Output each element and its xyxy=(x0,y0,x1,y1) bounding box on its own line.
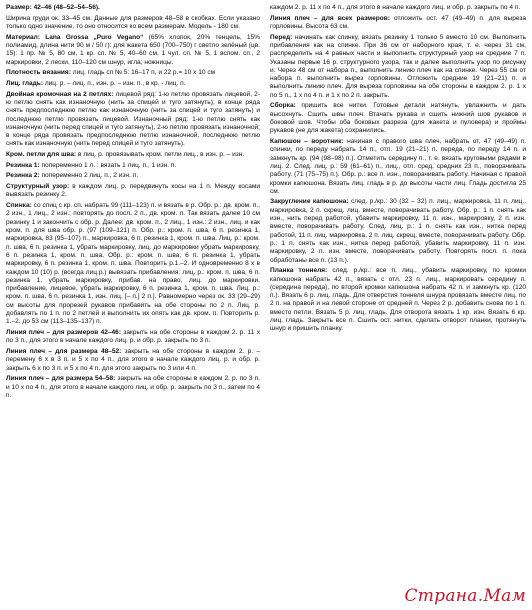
paragraph xyxy=(270,267,526,333)
paragraph xyxy=(6,80,260,88)
paragraph-text: каждом 2. р. 11 х по 4 п., для этого в начале каждого лиц. и обр. р. закрыть по 4 п. xyxy=(270,4,521,11)
paragraph-heading: Планка тоннеля: xyxy=(270,267,328,275)
paragraph xyxy=(6,348,260,373)
paragraph xyxy=(6,172,260,180)
paragraph-text: лицевой ряд: 1-ю петлю провязать лицевой, 2-ю петлю снять как изнаночную (нить за спицей и туго затянуть); в конце ряда снять предпоследнюю петлю как изнаночную (нить за спицей и туго затянуть) и последнюю петлю провязать лицевой. Изнаночный ряд: 1-ю петлю снять как изнаночную (нить перед спицей и туго затянуть), 2-ю петлю провязать изнаночной; в конце ряда провязать предпоследнюю петлю изнаночной, последнюю петлю снять как изнаночную (нить перед спицей и туго затянуть). xyxy=(6,90,261,148)
paragraph xyxy=(6,151,260,159)
right-column xyxy=(270,4,526,336)
paragraph-heading: Двойная кромочная на 2 петлях: xyxy=(6,90,114,98)
paragraph-heading: Спинка: xyxy=(6,202,32,210)
paragraph-heading: Линия плеч – для размера 54–58: xyxy=(6,375,116,383)
paragraph-heading: Закругление капюшона: xyxy=(270,198,349,206)
paragraph-text: (65% хлопок, 20% тенцель, 15% полиамид, длина нити 90 м / 50 г): для жакета 650 (700–750) г светло зелёный (цв. 15): 1 пр. № 5, 80 см, 1 кр. сп. № 5, 40–60 см, 1 чул. сп. № 5, 1 вспом. сп., 2 маркировки, 2 лески, 110–120 см шнур, игла; ножницы. xyxy=(6,33,260,66)
paragraph-text: лиц. гладь сп № 5: 16–17 п, и 22 р.= 10 х 10 см xyxy=(70,69,216,77)
paragraph-text: со спиц с кр. сп. набрать 99 (111–123) п. и вязать в р. Обр. р.: дв. кром. п., 2 изн., 1 лиц., 2 изн.; повторять до посл. 2 п., дв. кром. п. Так вязать далее 10 см резинку 1 и закончить с обр. р. Далее: дв. кром. п., 2 лиц., 1 изн.: 2 изн., лиц. и как кром. п. для шва обр. р. (97 (109–121) п. Обр. р.: кром. п. шва, 6 п. резинка 1, маркировка, 83 (95–107) п., маркировка, 6 п. резинка 1, кром. п. шва. Лиц. р.: кром. п. шва, 6 п. резинка 1, убрать маркировку, лиц. до маркировки убрать маркировку, 6 п. резинка 1, кром. п. шва. Обр. р.: кром. п. шва, 6 п. резинка 1, убрать маркировку, 6 п. резинка 1, кром. п. шва. Повторить р.1.–2. И одновременно 8 х в каждом 10 (10) р. (всегда лиц.р.) вывязать прибавления: лиц. р.: кром. п. шва, 6 п. резинка 1, убрать маркировку, прибав. на право, лиц. до маркировки, прибавление, лицевое, убрать маркировку, 6 п. резинка 1, кром. п. шва. Лиц. р.: кром. п. шва, 6 п. резинка 1, изн. лиц. [– п.] 2 п.]. Равномерно через ок. 33 (29–29) см высоты для прорезей рукавов прибавить на обе стороны по 2 п. Лиц. р. добавлять по 1 п. по 2 петлей и выполнить их опять как дв. кром. п. Повторить р. 1.–2. до 53 см (113–135–137) п. xyxy=(6,202,260,326)
paragraph-heading: Лиц. гладь: xyxy=(6,79,44,87)
paragraph-text: закрыть на обе стороны в каждом 2. р. – перемену 6 х в 3 п. и 5 х по 4 п., для этого в начале каждого лиц. р. и обр. р. закрыть 6 х по 3 п. и 5 х по 4 п. для этого закрыть по 3 или 4 п. xyxy=(6,347,260,372)
paragraph xyxy=(6,329,260,346)
paragraph xyxy=(6,69,260,77)
paragraph xyxy=(6,91,260,149)
paragraph xyxy=(6,15,260,32)
paragraph-text: лиц. р. – лиц. п., изн. р. – изн. п., в кр. - лиц. п. xyxy=(43,79,186,87)
paragraph-heading: Плотность вязания: xyxy=(6,69,71,77)
paragraph xyxy=(270,34,526,100)
paragraph-heading: Материал: Lana Grossa „Puro Vegano“ xyxy=(6,33,144,41)
paragraph-text: в каждом лиц. р. передвинуть косы на 1 п. Между косами вывязать резинку 2. xyxy=(6,183,260,199)
paragraph-heading: Перед: xyxy=(270,33,293,41)
paragraph-text: закрыть на обе стороны в каждом 2. р. по 3 п. и 10 х по 4 п., для этого в начале каждого лиц. и обр. р. закрыть по 3 п., затем по 4 п. xyxy=(6,375,260,399)
paragraph xyxy=(270,138,526,196)
paragraph-heading: Линия плеч – для размера 48–52: xyxy=(6,347,122,355)
paragraph-heading: Линия плеч – для размеров 42–46: xyxy=(6,328,122,336)
paragraph-text: пришить все нитки. Готовые детали натянуть, увлажнить и дать высохнуть. Сшить швы плеч. Втачать рукава и сшить нижний шов рукавов и боковой шов. Чтобы оба боковых разреза (для жакета и пуловера) и проймы рукавов (не для жакета) сохранились. xyxy=(270,102,526,135)
paragraph xyxy=(6,183,260,200)
paragraph-text: закрыть на обе стороны в каждом 2. р. 11 х по 3 п., для этого в начале каждого лиц. р. и обр. р. закрыть по 3 п. xyxy=(6,328,260,345)
paragraph-text: начиная с правого шва плеч, набрать от, 47 (49–49) п. спинки, по переду набрать 14 п., отл. 19 (21–21) п. переда, по переду 14 п. и замкнуть кр. (94 (98–98) п.). Отметить середину п., т. е. вязать круговыми рядами в лиц. 2. След. лиц. р.: 59 (61–61) п., лиц., отл. сред. средних 23 п., поворачивать работу. (71 (75–75) п.). Обр. р.: все п. изн., поворачивать работу. Начиная с правой кромки капюшона. Вязать лиц. гладь в р. до высоты части лиц. Гладь достигла 25 см. xyxy=(270,138,527,195)
paragraph-text: в лиц. р. провязывать кром. петли лиц., в изн. р. – изн. xyxy=(76,151,245,159)
watermark-name: Страна xyxy=(404,586,478,606)
paragraph xyxy=(6,375,260,400)
paragraph xyxy=(6,34,260,67)
paragraph-text: попеременно 2 лиц. п., 2 изн. п. xyxy=(39,172,139,180)
paragraph xyxy=(6,202,260,326)
left-column xyxy=(6,4,260,403)
paragraph-heading: Сборка: xyxy=(270,102,296,110)
paragraph xyxy=(270,102,526,135)
paragraph-heading: Линия плеч – для всех размеров: xyxy=(270,14,390,22)
paragraph-text: след. р./кр.: все п. лиц., убавить маркировку, по кромки капюшона набрать 42 п., вязать с отл. 23 п. лиц., маркировать середину п. (середина переда), по второй кромки капюшона набрать 42 п. и замкнуть кр. (120 п.). Вязать 6 р. лиц. гладь. Для отверстия тоннеля шнура провязать вместе лиц. по 2 п. на правой и на левой стороне от средней п. Через 2 р. добавить снова по 1 п. вместо петли. Вязать 5 р. лиц. гладь. Для отворота вязать 1 кр. изн. Вязать 6 кр. лиц. гладь. Закрыть все п. Сшить ост. нитки, сделать отворот планки, протянуть шнур и пришить планку. xyxy=(270,267,526,333)
paragraph xyxy=(6,4,260,12)
paragraph-text: начинать как спинку, вязать резинку 1 только 5 вместо 10 см. Выполнить прибавления как на спинке. При 36 см от наборного края, т. е. через 31 см, распределить на 4 равных части и выполнить структурный узор на средние 7 п. Указаны первые 16 р. структурного узора, так и далее выполнить узор по рисунку и. Через 48 см от набора п., выполнить линию плеч как на спинке. Через 55 см от набора п. выполнить вырез горловины. Отложить средние 19 (21–21) п. и выполнить линию плеч. Для выреза горловины на обе стороны в каждом 2. р. 1 х по 5 п., 1 х по 4 п. и 1 х по 2 п. закрыть. xyxy=(270,33,526,99)
paragraph-heading: Структурный узор: xyxy=(6,183,70,191)
site-watermark-logo xyxy=(404,586,526,606)
paragraph-heading: Резинка 2: xyxy=(6,172,40,180)
paragraph-heading: Капюшон – воротник: xyxy=(270,138,344,146)
paragraph xyxy=(6,162,260,170)
paragraph xyxy=(270,198,526,264)
watermark-dot: . xyxy=(477,586,484,606)
paragraph-heading: Размер: 42–46 (48–52–54–56). xyxy=(6,4,100,11)
paragraph-heading: Кром. петли для шва: xyxy=(6,151,77,159)
paragraph-text: отложить ост. 47 (49–49) п. для вырезa горловины. Высота 63 см. xyxy=(270,14,527,30)
paragraph-text: след. р./кр.: 30 (32 – 32) п. лиц., маркировка, 11 п. лиц., маркировка, 2 п. скрещ. лиц. вместе, поворачивать работу. Обр. р.: 1 п. снять как изн., нить перед работой, убавить маркировку, 11 п. изн., маркировку, 2 п. изн. вместе, поворачивать работу. След. лиц. р.: 1 п. снять как изн., нитка перед работой, 11 п. лиц. маркировка, 2 п. лиц. скрещ. вместе, поворачивать работу. Обр. р.: 1 п. снять как изн., нитка перед работой, убавить маркировку, 11 п. изн. маркировку, 2 п. изн. вместе, поворачивать работу. Повторять посл. п. пока обработаны все п. (13 п.). xyxy=(270,198,526,264)
paragraph xyxy=(270,15,526,32)
paragraph xyxy=(270,4,526,12)
paragraph-heading: Резинка 1: xyxy=(6,161,40,169)
paragraph-text: попеременно 1 л. : вязать 1 лиц. п., 1 изн. п. xyxy=(39,161,177,169)
paragraph-text: Ширина груди ок. 33–45 см. Данные для размеров 48–58 в скобках. Если указано только одно значение, то оно относится ко всем размерам. Модель - 180 см. xyxy=(6,14,260,30)
watermark-tld: Мам xyxy=(483,586,526,606)
